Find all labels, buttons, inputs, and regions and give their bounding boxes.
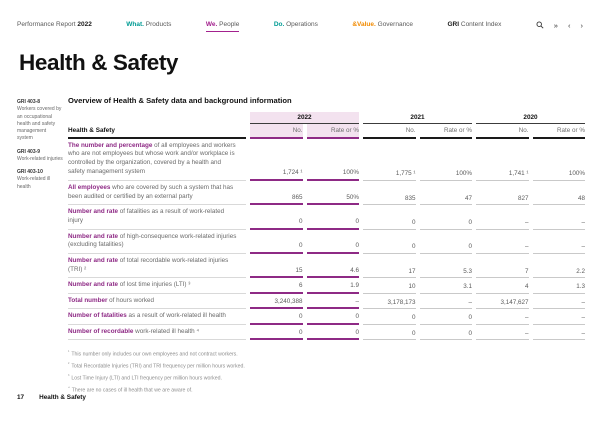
nav-item-governance[interactable] [352,21,413,31]
cell: 0 [363,205,416,229]
year-header-2020: 2020 [476,112,585,124]
row-label-lead: Number of fatalities [68,312,127,320]
cell: 0 [420,309,473,324]
top-navigation [17,21,583,32]
nav-item-products[interactable] [126,21,171,31]
row-label [68,205,246,229]
row-label-lead: Number and rate [68,208,119,216]
page-number: 17 [17,394,25,401]
nav-icon-group [536,21,583,31]
chevron-right-icon[interactable]: › [580,21,583,30]
gri-code: GRI 403-10 [17,169,43,175]
cell: 7 [476,254,529,278]
gri-note [17,169,63,191]
row-label [68,294,246,309]
footnote-text: This number only includes our own employees and not contract workers. [71,351,238,358]
table-row [68,139,585,181]
row-label-rest: as a result of work-related ill health [126,312,226,320]
cell: 1,775 ¹ [363,139,416,181]
health-safety-table [64,112,589,340]
cell: 3,147,627 [476,294,529,309]
cell: 0 [307,230,360,254]
footnote [68,360,585,372]
nav-item-label: Governance [377,21,414,28]
spacer-cell [68,112,246,124]
cell: – [533,294,586,309]
table-row [68,254,585,278]
cell: 48 [533,181,586,205]
row-label [68,325,246,340]
row-label [68,181,246,205]
table-row [68,181,585,205]
nav-item-operations[interactable] [274,21,318,31]
table-row [68,309,585,324]
cell: 0 [307,325,360,340]
row-label-rest: of hours worked [107,296,154,304]
gri-note-text: Work-related injuries [17,155,63,162]
cell: 47 [420,181,473,205]
year-header-2022: 2022 [250,112,359,124]
footnotes [68,348,585,396]
nav-item-gri-content-index[interactable] [448,21,502,31]
row-label-lead: Number of recordable [68,327,134,335]
row-label-rest: of total recordable work-related injuries (TRI) ² [68,256,229,273]
cell: 100% [307,139,360,181]
cell: 0 [307,309,360,324]
row-label-lead: Number and rate [68,256,119,264]
row-label [68,139,246,181]
cell: 0 [250,205,303,229]
cell: 1,724 ¹ [250,139,303,181]
cell: 0 [363,309,416,324]
row-label-lead: All employees [68,183,111,191]
nav-item-prefix: &Value. [352,21,376,28]
row-label-rest: of fatalities as a result of work-related injury [68,208,225,225]
row-label-lead: Number and rate [68,281,119,289]
nav-item-label: Products [145,21,172,28]
row-label-rest: of lost time injuries (LTI) ³ [118,281,191,289]
column-label-row [68,124,585,139]
page-title: Health & Safety [19,50,179,75]
cell: 1,741 ¹ [476,139,529,181]
cell: 15 [250,254,303,278]
col-label-no: No. [250,124,303,139]
cell: 100% [420,139,473,181]
cell: 0 [250,325,303,340]
table-row [68,325,585,340]
footnote-text: Total Recordable Injuries (TRI) and TRI frequency per million hours worked. [71,363,245,370]
nav-item-label: People [219,21,240,28]
report-title [17,21,92,31]
col-label-rate: Rate or % [533,124,586,139]
row-label [68,278,246,293]
cell: 835 [363,181,416,205]
cell: 6 [250,278,303,293]
cell: 0 [250,230,303,254]
cell: 1.9 [307,278,360,293]
main-content [68,96,585,396]
cell: 3.1 [420,278,473,293]
row-label [68,309,246,324]
col-label-rate: Rate or % [307,124,360,139]
row-label [68,230,246,254]
cell: – [476,230,529,254]
cell: – [533,230,586,254]
gri-note [17,149,63,164]
table-row [68,205,585,229]
row-label-rest: work-related ill health ⁴ [133,327,200,335]
row-label-lead: The number and percentage [68,141,153,149]
nav-item-prefix: We. [205,21,218,28]
cell: – [476,309,529,324]
search-icon[interactable] [536,21,544,31]
nav-item-people[interactable] [206,21,240,32]
cell: 2.2 [533,254,586,278]
double-chevron-right-icon[interactable]: » [553,21,558,30]
nav-item-label: Content Index [460,21,502,28]
cell: – [476,325,529,340]
cell: 0 [363,325,416,340]
footnote-marker: ¹ [68,349,70,354]
cell: 3,240,388 [250,294,303,309]
footer-section-label: Health & Safety [39,394,86,401]
row-label-lead: Total number [68,296,108,304]
cell: 865 [250,181,303,205]
cell: – [533,205,586,229]
col-label-rate: Rate or % [420,124,473,139]
footnote-marker: ³ [68,373,70,379]
nav-item-prefix: Do. [273,21,285,28]
year-header-row [68,112,585,124]
cell: 0 [250,309,303,324]
table-row-header: Health & Safety [68,124,246,139]
cell: 0 [420,325,473,340]
col-label-no: No. [363,124,416,139]
page-footer [17,394,86,401]
cell: 4 [476,278,529,293]
nav-item-prefix: What. [126,21,144,28]
cell: – [307,294,360,309]
row-label-lead: Number and rate [68,232,119,240]
section-heading: Overview of Health & Safety data and background information [68,96,292,105]
cell: 3,178,173 [363,294,416,309]
chevron-left-icon[interactable]: ‹ [567,21,571,30]
cell: 0 [363,230,416,254]
footnote-text: Lost Time Injury (LTI) and LTI frequency per million hours worked. [71,375,222,382]
cell: – [420,294,473,309]
cell: 50% [307,181,360,205]
year-header-2021: 2021 [363,112,472,124]
nav-item-prefix: GRI [447,21,460,28]
gri-margin-notes [17,99,63,197]
footnote-text: There are no cases of ill health that we are aware of. [71,388,193,395]
gri-note-text: Workers covered by an occupational health and safety management system [17,106,62,142]
cell: 827 [476,181,529,205]
gri-code: GRI 403-9 [17,148,41,155]
cell: 17 [363,254,416,278]
table-row [68,230,585,254]
row-label [68,254,246,278]
cell: 0 [307,205,360,229]
nav-item-label: Operations [286,21,318,28]
col-label-no: No. [476,124,529,139]
footnote-marker: ² [68,361,70,367]
cell: 100% [533,139,586,181]
cell: 4.6 [307,254,360,278]
gri-note-text: Work-related ill health [17,176,51,190]
report-title-year: 2022 [77,21,92,28]
cell: 0 [420,205,473,229]
cell: – [533,309,586,324]
cell: – [476,205,529,229]
cell: 5.3 [420,254,473,278]
gri-code: GRI 403-8 [17,99,41,105]
cell: – [533,325,586,340]
table-row [68,278,585,293]
row-label-rest: of high-consequence work-related injuries (excluding fatalities) [68,232,237,249]
row-label-rest: who are covered by such a system that has been audited or certified by an external party [68,183,234,200]
footnote-marker: ⁴ [68,385,70,391]
footnote [68,384,585,396]
row-label-rest: of all employees and workers who are not employees but whose work and/or workplace is controlled by the organization, covered by a health and safety management system [68,141,236,176]
table-row [68,294,585,309]
report-title-text: Performance Report [17,21,76,28]
cell: 0 [420,230,473,254]
footnote [68,348,585,360]
gri-note [17,99,63,143]
footnote [68,372,585,384]
cell: 1.3 [533,278,586,293]
cell: 10 [363,278,416,293]
